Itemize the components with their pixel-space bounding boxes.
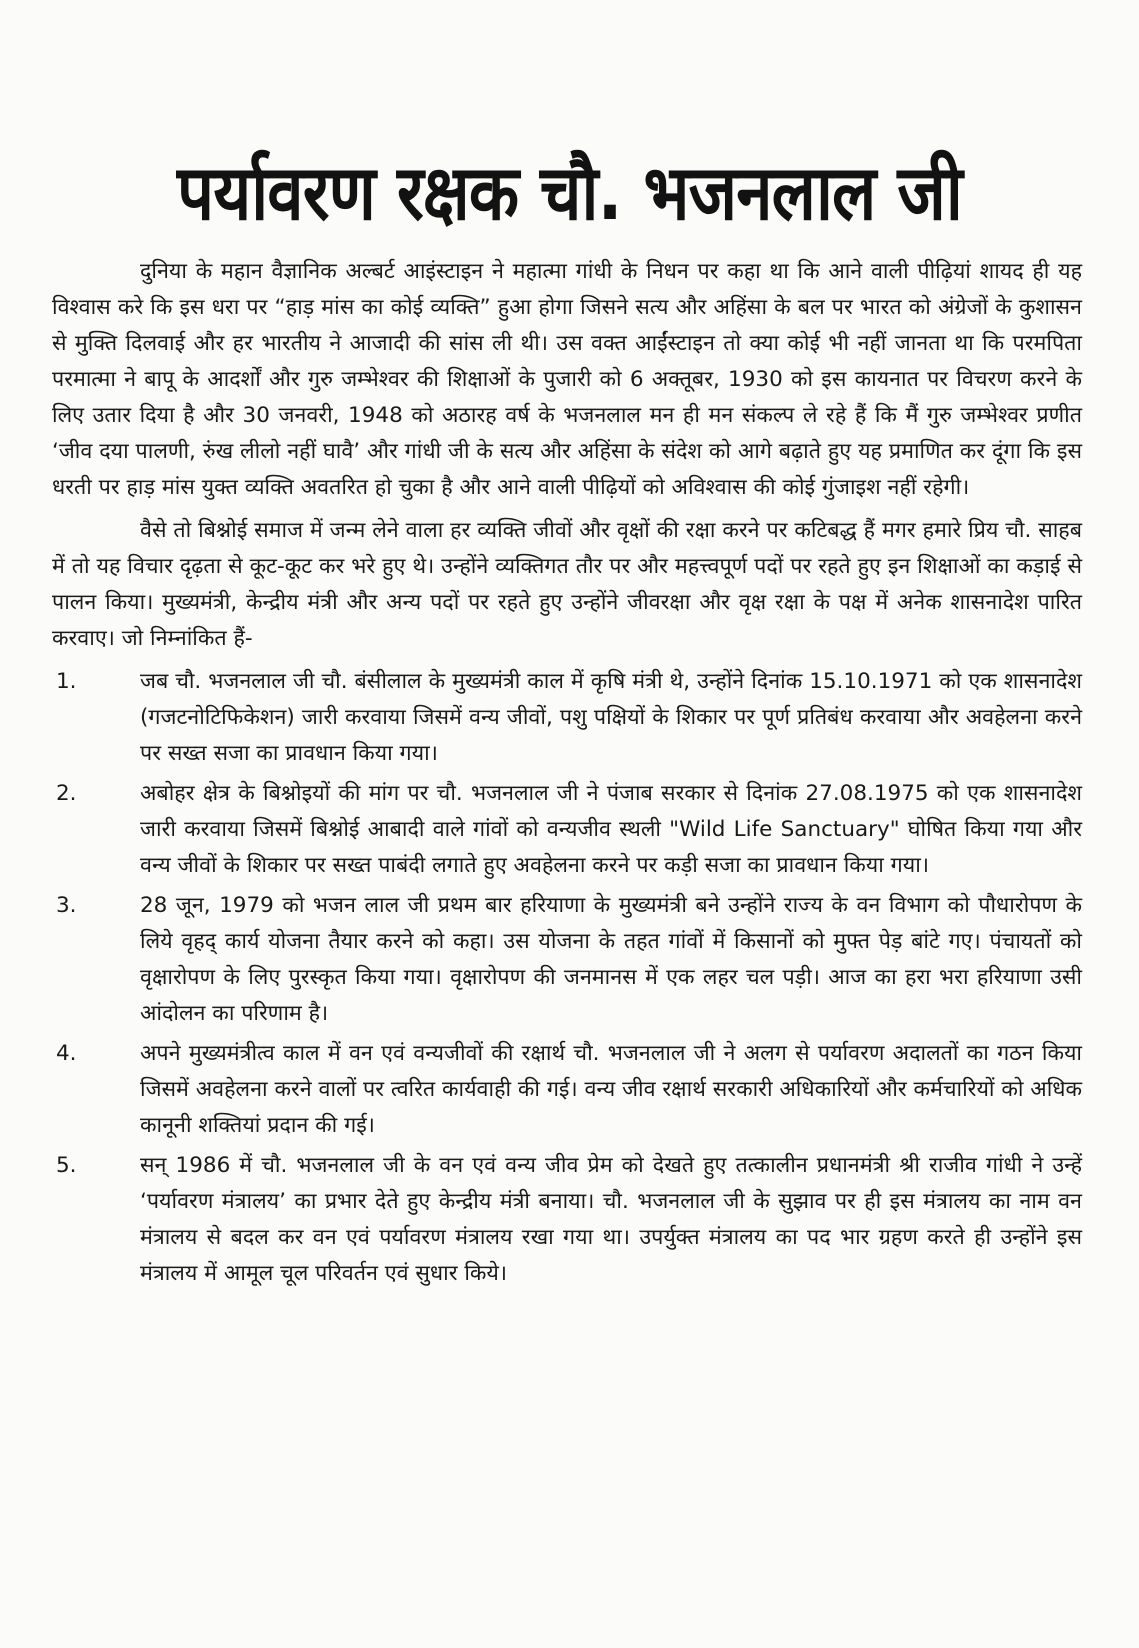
list-item — [52, 1036, 1082, 1144]
list-item-number: 5. — [56, 1153, 77, 1178]
list-item — [52, 888, 1082, 1032]
page-title: पर्यावरण रक्षक चौ. भजनलाल जी — [177, 147, 962, 237]
paragraph-bishnoi: वैसे तो बिश्नोई समाज में जन्म लेने वाला हर व्यक्ति जीवों और वृक्षों की रक्षा करने पर कटिबद्ध हैं मगर हमारे प्रिय चौ. साहब में तो यह विचार दृढ़ता से कूट-कूट कर भरे हुए थे। उन्होंने व्यक्तिगत तौर पर और महत्त्वपूर्ण पदों पर रहते हुए इन शिक्षाओं का कड़ाई से पालन किया। मुख्यमंत्री, केन्द्रीय मंत्री और अन्य पदों पर रहते हुए उन्होंने जीवरक्षा और वृक्ष रक्षा के पक्ष में अनेक शासनादेश पारित करवाए। जो निम्नांकित हैं- — [52, 518, 1082, 651]
list-item-number: 2. — [56, 781, 77, 806]
list-item — [52, 776, 1082, 884]
paragraph-intro: दुनिया के महान वैज्ञानिक अल्बर्ट आइंस्टाइन ने महात्मा गांधी के निधन पर कहा था कि आने वाली पीढ़ियां शायद ही यह विश्वास करे कि इस धरा पर “हाड़ मांस का कोई व्यक्ति” हुआ होगा जिसने सत्य और अहिंसा के बल पर भारत को अंग्रेजों के कुशासन से मुक्ति दिलवाई और हर भारतीय ने आजादी की सांस ली थी। उस वक्त आईंस्टाइन तो क्या कोई भी नहीं जानता था कि परमपिता परमात्मा ने बापू के आदर्शों और गुरु जम्भेश्वर की शिक्षाओं के पुजारी को 6 अक्तूबर, 1930 को इस कायनात पर विचरण करने के लिए उतार दिया है और 30 जनवरी, 1948 को अठारह वर्ष के भजनलाल मन ही मन संकल्प ले रहे हैं कि मैं गुरु जम्भेश्वर प्रणीत ‘जीव दया पालणी, रुंख लीलो नहीं घावै’ और गांधी जी के सत्य और अहिंसा के संदेश को आगे बढ़ाते हुए यह प्रमाणित कर दूंगा कि इस धरती पर हाड़ मांस युक्त व्यक्ति अवतरित हो चुका है और आने वाली पीढ़ियों को अविश्वास की कोई गुंजाइश नहीं रहेगी। — [52, 259, 1082, 500]
list-item-text: 28 जून, 1979 को भजन लाल जी प्रथम बार हरियाणा के मुख्यमंत्री बने उन्होंने राज्य के वन विभाग को पौधारोपण के लिये वृहद् कार्य योजना तैयार करने को कहा। उस योजना के तहत गांवों में किसानों को मुफ्त पेड़ बांटे गए। पंचायतों को वृक्षारोपण के लिए पुरस्कृत किया गया। वृक्षारोपण की जनमानस में एक लहर चल पड़ी। आज का हरा भरा हरियाणा उसी आंदोलन का परिणाम है। — [140, 893, 1082, 1026]
list-item-text: अबोहर क्षेत्र के बिश्नोइयों की मांग पर चौ. भजनलाल जी ने पंजाब सरकार से दिनांक 27.08.1975 को एक शासनादेश जारी करवाया जिसमें बिश्नोई आबादी वाले गांवों को वन्यजीव स्थली "Wild Life Sanctuary" घोषित किया गया और वन्य जीवों के शिकार पर सख्त पाबंदी लगाते हुए अवहेलना करने पर कड़ी सजा का प्रावधान किया गया। — [140, 781, 1082, 878]
list-item — [52, 1148, 1082, 1292]
list-item-number: 4. — [56, 1041, 77, 1066]
list-item-text: सन् 1986 में चौ. भजनलाल जी के वन एवं वन्य जीव प्रेम को देखते हुए तत्कालीन प्रधानमंत्री श्री राजीव गांधी ने उन्हें ‘पर्यावरण मंत्रालय’ का प्रभार देते हुए केन्द्रीय मंत्री बनाया। चौ. भजनलाल जी के सुझाव पर ही इस मंत्रालय का नाम वन मंत्रालय से बदल कर वन एवं पर्यावरण मंत्रालय रखा गया था। उपर्युक्त मंत्रालय का पद भार ग्रहण करते ही उन्होंने इस मंत्रालय में आमूल चूल परिवर्तन एवं सुधार किये। — [140, 1153, 1082, 1286]
ordinance-list — [52, 664, 1082, 1292]
list-item-number: 3. — [56, 893, 77, 918]
list-item-number: 1. — [56, 669, 77, 694]
document-body — [52, 254, 1082, 1296]
list-item-text: अपने मुख्यमंत्रीत्व काल में वन एवं वन्यजीवों की रक्षार्थ चौ. भजनलाल जी ने अलग से पर्यावरण अदालतों का गठन किया जिसमें अवहेलना करने वालों पर त्वरित कार्यवाही की गई। वन्य जीव रक्षार्थ सरकारी अधिकारियों और कर्मचारियों को अधिक कानूनी शक्तियां प्रदान की गई। — [140, 1041, 1082, 1138]
list-item — [52, 664, 1082, 772]
list-item-text: जब चौ. भजनलाल जी चौ. बंसीलाल के मुख्यमंत्री काल में कृषि मंत्री थे, उन्होंने दिनांक 15.10.1971 को एक शासनादेश (गजटनोटिफिकेशन) जारी करवाया जिसमें वन्य जीवों, पशु पक्षियों के शिकार पर पूर्ण प्रतिबंध करवाया और अवहेलना करने पर सख्त सजा का प्रावधान किया गया। — [140, 669, 1082, 766]
